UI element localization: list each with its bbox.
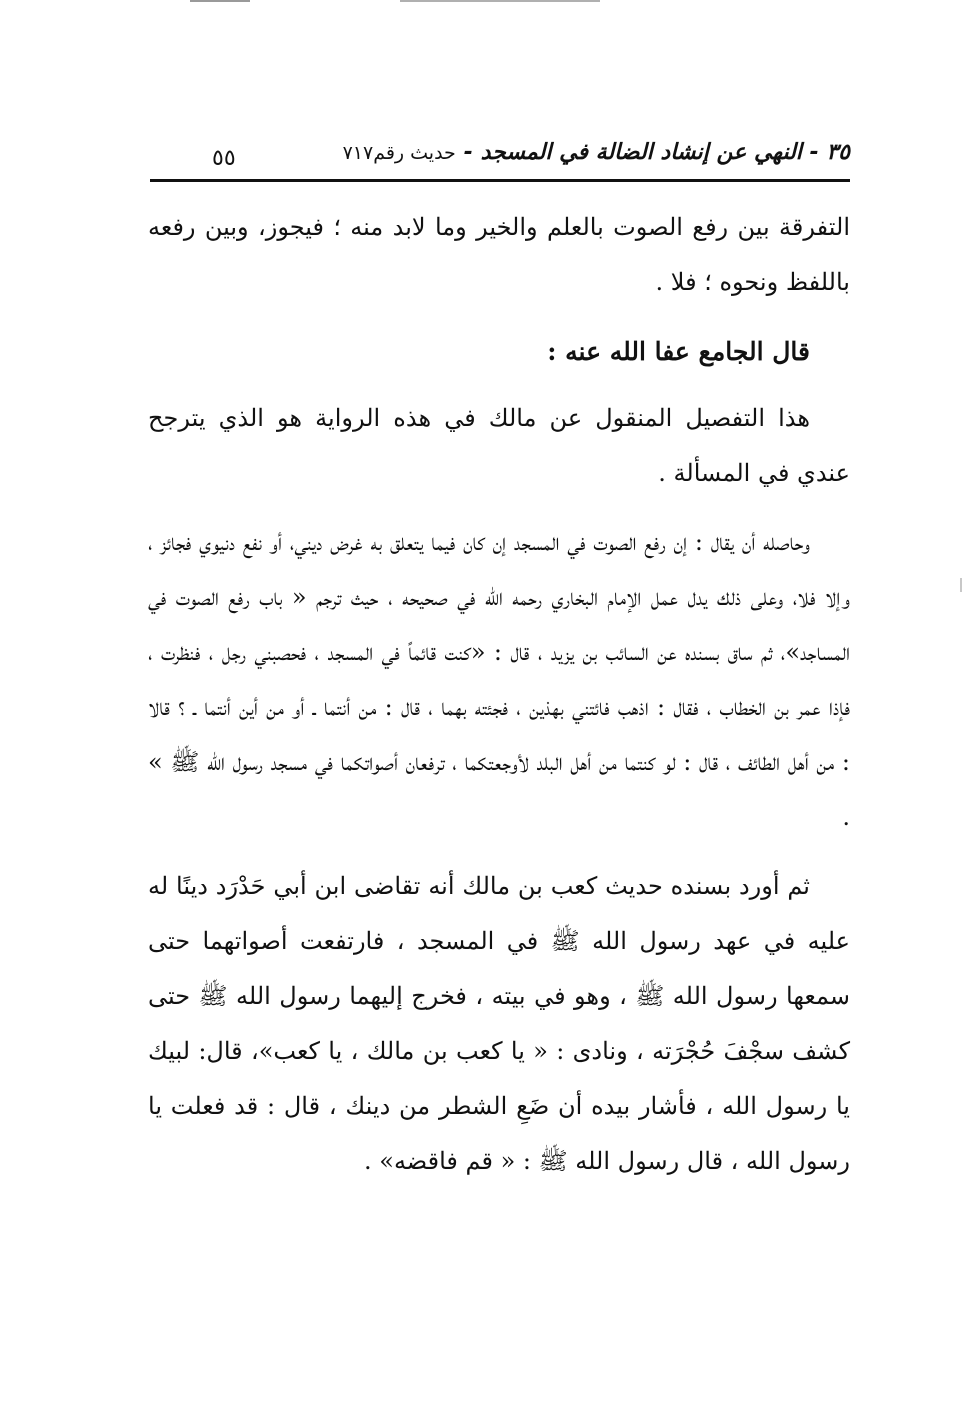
page-body: [148, 200, 850, 1203]
scan-mark: [190, 0, 250, 2]
scan-mark: [400, 0, 600, 2]
hadith-reference: حديث رقم٧١٧: [342, 142, 456, 164]
chapter-title-text: ٣٥ - النهي عن إنشاد الضالة في المسجد -: [463, 140, 850, 165]
header-divider-short: [150, 179, 180, 182]
section-heading: قال الجامع عفا الله عنه :: [547, 337, 810, 366]
paragraph: وحاصله أن يقال : إن رفع الصوت في المسجد إن كان فيما يتعلق به غرض ديني، أو نفع دنيوي فجائز ، وإلا فلا، وعلى ذلك يدل عمل الإمام البخاري رحمه الله في صحيحه ، حيث ترجم « باب رفع الصوت في المساجد»، ثم ساق بسنده عن السائب بن يزيد ، قال : «كنت قائماً في المسجد ، فحصبني رجل ، فنظرت ، فإذا عمر بن الخطاب ، فقال : اذهب فائتني بهذين ، فجئته بهما ، قال : من أنتما ـ أو من أين أنتما ـ ؟ قالا : من أهل الطائف ، قال : لو كنتما من أهل البلد لأوجعتكما ، ترفعان أصواتكما في مسجد رسول الله ﷺ » .: [148, 528, 851, 831]
header-divider: [180, 179, 850, 182]
scan-top-marks: [180, 0, 740, 4]
running-header: [150, 140, 850, 182]
paragraph: ثم أورد بسنده حديث كعب بن مالك أنه تقاضى ابن أبي حَدْرَد دينًا له عليه في عهد رسول الله ﷺ في المسجد ، فارتفعت أصواتهما حتى سمعها رسول الله ﷺ ، وهو في بيته ، فخرج إليهما رسول الله ﷺ حتى كشف سجْفَ حُجْرَته ، ونادى : « يا كعب بن مالك ، يا كعب»، قال: لبيك يا رسول الله ، فأشار بيده أن ضَعِ الشطر من دينك ، قال : قد فعلت يا رسول الله ، قال رسول الله ﷺ : « قم فاقضه» .: [148, 872, 850, 1175]
page-number: ٥٥: [212, 146, 236, 171]
scan-side-mark: [960, 578, 962, 592]
paragraph: التفرقة بين رفع الصوت بالعلم والخير وما لابد منه ؛ فيجوز، وبين رفعه باللفظ ونحوه ؛ فلا .: [148, 213, 850, 296]
paragraph: هذا التفصيل المنقول عن مالك في هذه الرواية هو الذي يترجح عندي في المسألة .: [148, 404, 850, 487]
chapter-title: [343, 140, 850, 165]
